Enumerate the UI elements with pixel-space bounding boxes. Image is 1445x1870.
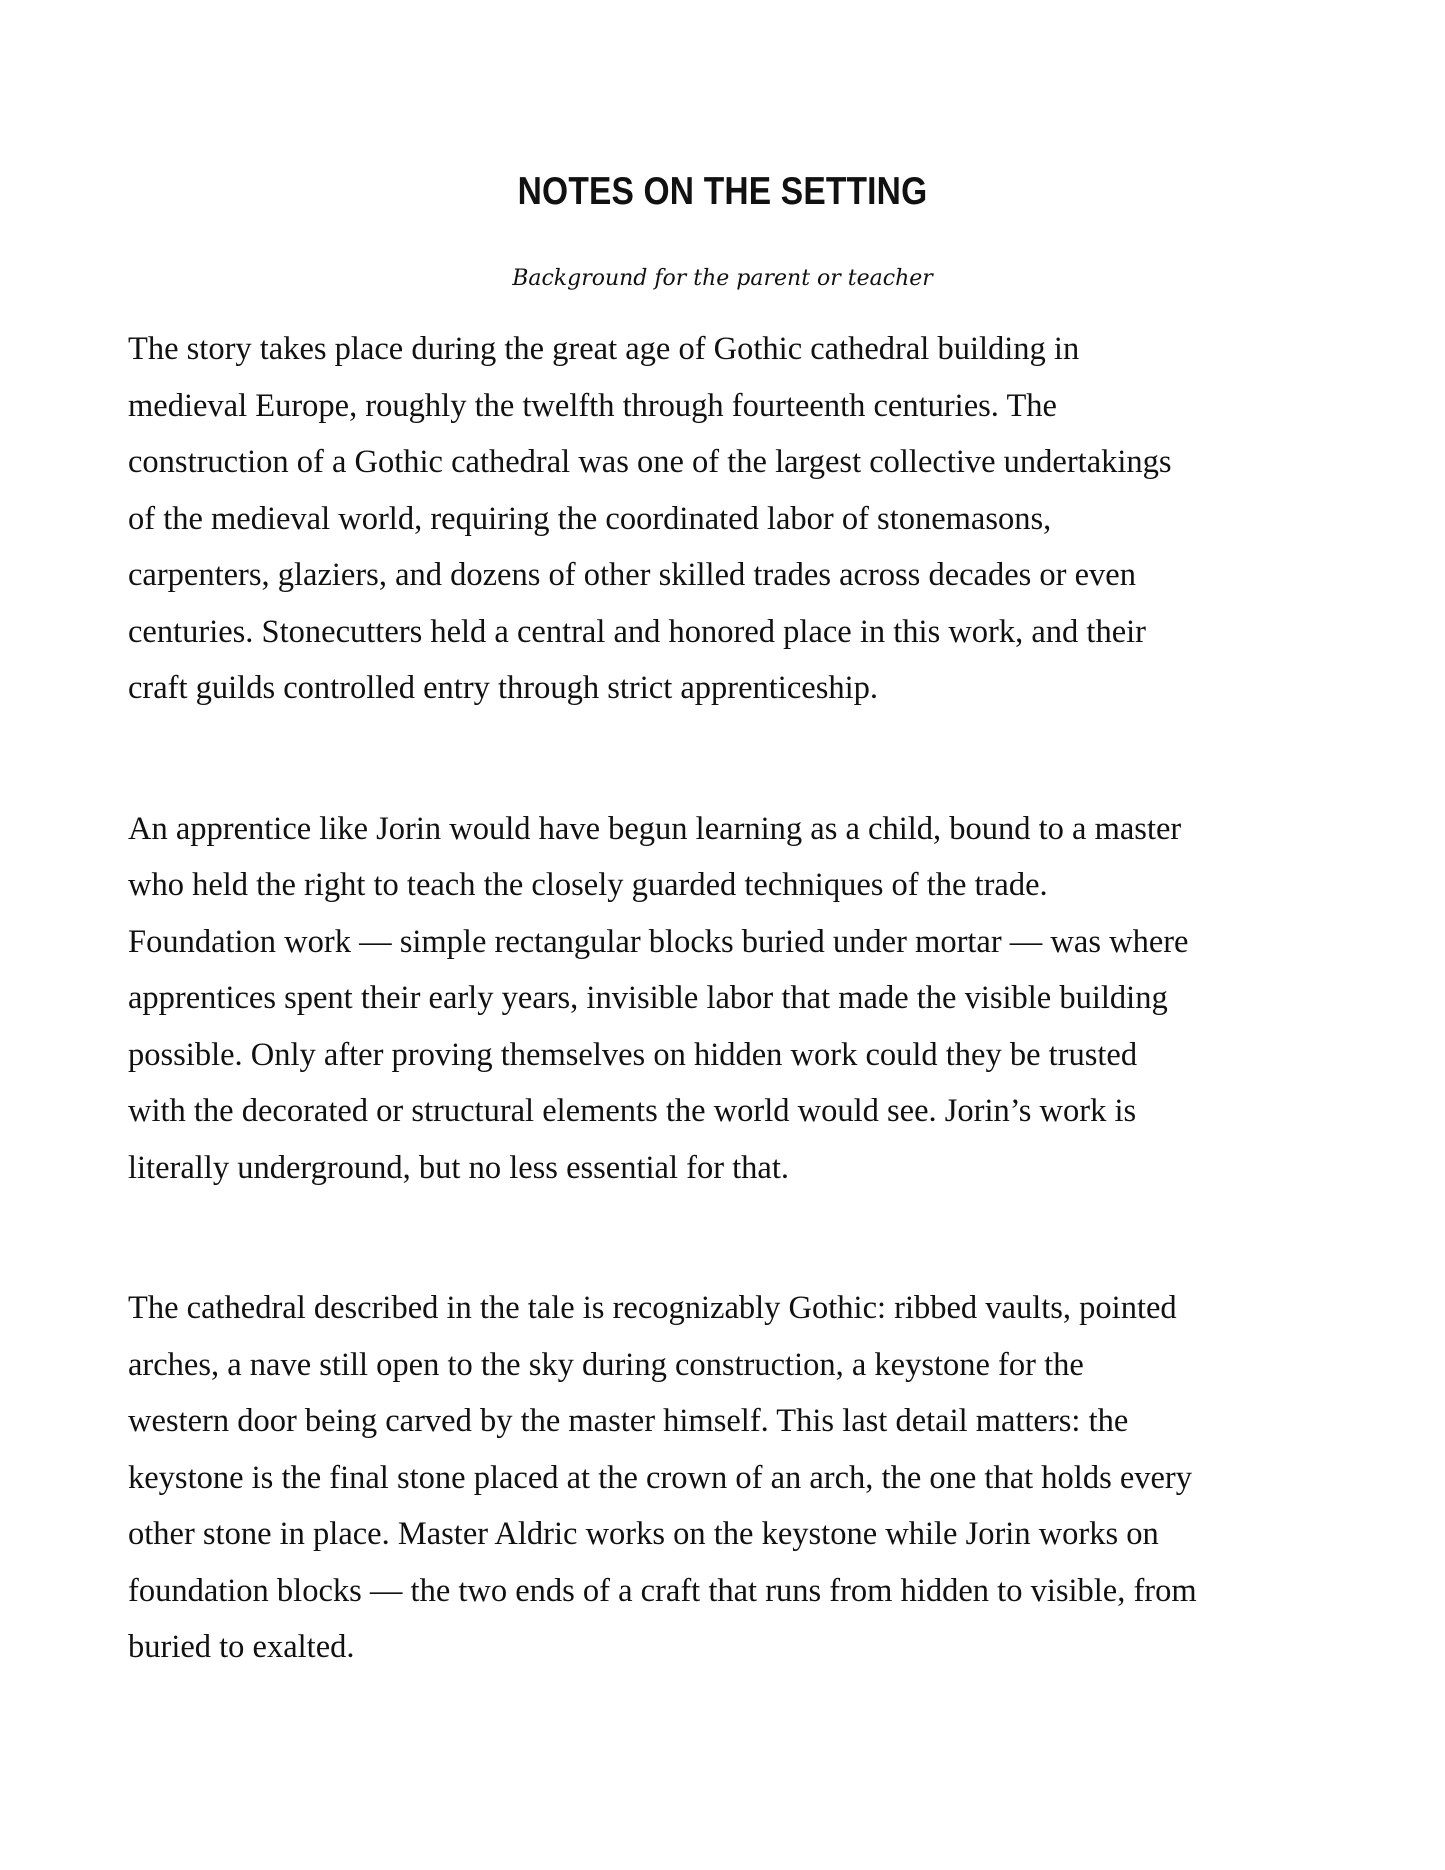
- text-line: construction of a Gothic cathedral was one of the largest collective undertakings: [128, 444, 1172, 480]
- text-line: The cathedral described in the tale is recognizably Gothic: ribbed vaults, pointed: [128, 1290, 1177, 1326]
- text-line: western door being carved by the master himself. This last detail matters: the: [128, 1403, 1129, 1439]
- text-line: An apprentice like Jorin would have begun learning as a child, bound to a master: [128, 810, 1182, 847]
- page-subtitle: Background for the parent or teacher: [512, 266, 933, 291]
- page-title: NOTES ON THE SETTING: [517, 170, 928, 213]
- text-line: with the decorated or structural elements the world would see. Jorin’s work is: [128, 1093, 1137, 1129]
- text-line: of the medieval world, requiring the coordinated labor of stonemasons,: [128, 500, 1052, 537]
- paragraph-cathedral: [128, 1280, 1328, 1676]
- text-line: craft guilds controlled entry through strict apprenticeship.: [128, 670, 878, 706]
- text-line: buried to exalted.: [128, 1629, 355, 1665]
- text-line: carpenters, glaziers, and dozens of other skilled trades across decades or even: [128, 557, 1136, 593]
- paragraph-setting: [128, 321, 1328, 717]
- text-line: apprentices spent their early years, invisible labor that made the visible building: [128, 980, 1168, 1016]
- text-line: The story takes place during the great age of Gothic cathedral building in: [128, 331, 1080, 367]
- body-text: [128, 321, 1328, 1676]
- text-line: keystone is the final stone placed at the crown of an arch, the one that holds every: [128, 1459, 1193, 1496]
- text-line: arches, a nave still open to the sky during construction, a keystone for the: [128, 1346, 1084, 1383]
- text-line: other stone in place. Master Aldric works on the keystone while Jorin works on: [128, 1516, 1159, 1552]
- text-line: Foundation work — simple rectangular blocks buried under mortar — was where: [128, 923, 1189, 960]
- text-line: literally underground, but no less essential for that.: [128, 1149, 789, 1186]
- text-line: centuries. Stonecutters held a central and honored place in this work, and their: [128, 613, 1146, 650]
- text-line: who held the right to teach the closely guarded techniques of the trade.: [128, 867, 1048, 903]
- text-line: foundation blocks — the two ends of a craft that runs from hidden to visible, from: [128, 1572, 1197, 1609]
- text-line: medieval Europe, roughly the twelfth through fourteenth centuries. The: [128, 387, 1057, 424]
- text-line: possible. Only after proving themselves on hidden work could they be trusted: [128, 1036, 1138, 1073]
- paragraph-apprentice: [128, 801, 1328, 1197]
